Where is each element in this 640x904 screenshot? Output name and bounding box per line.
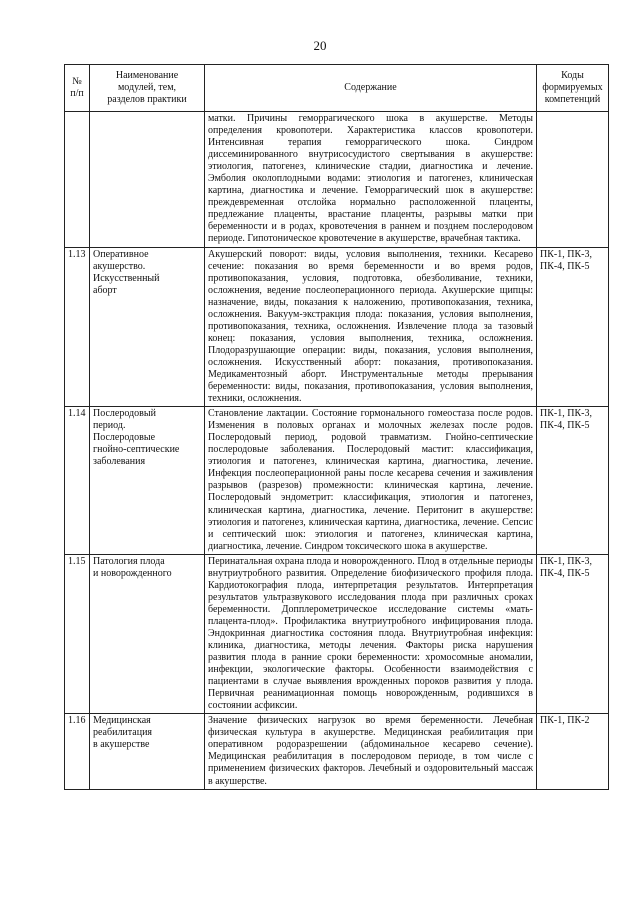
header-name: Наименование модулей, тем, разделов практики [90, 65, 205, 112]
row-num: 1.13 [65, 247, 90, 407]
row-name: Медицинская реабилитация в акушерстве [90, 714, 205, 789]
row-name [90, 112, 205, 248]
row-content: Перинатальная охрана плода и новорожденного. Плод в отдельные периоды внутриутробного развития. Определение биофизического профиля плода. Кардиотокография плода, интерпретация результатов. Интерпретация результатов ультразвукового исследования плода при различных сроках беременности. Допплерометрическое исследование системы «мать-плацента-плод». Профилактика внутриутробного инфицирования плода. Эндокринная диагностика состояния плода. Внутриутробная инфекция: клиника, диагностика, методы лечения. Факторы риска нарушения развития плода в ранние сроки беременности: хромосомные аномалии, инфекции, экологические факторы. Особенности взаимодействия с пациентами в случае выявления врожденных пороков развития у плода. Первичная реанимационная помощь новорожденным, родившихся в состоянии асфиксии. [205, 554, 537, 714]
row-codes: ПК-1, ПК-3, ПК-4, ПК-5 [537, 554, 609, 714]
row-num [65, 112, 90, 248]
row-content: Значение физических нагрузок во время беременности. Лечебная физическая культура в акушерстве. Медицинская реабилитация при оперативном родоразрешении (абдоминальное кесарево сечение). Медицинская реабилитация в послеродовом периоде, в том числе с применением физических факторов. Лечебный и оздоровительный массаж в акушерстве. [205, 714, 537, 789]
table-row [65, 247, 609, 407]
row-codes: ПК-1, ПК-3, ПК-4, ПК-5 [537, 407, 609, 555]
row-codes: ПК-1, ПК-3, ПК-4, ПК-5 [537, 247, 609, 407]
header-num: № п/п [65, 65, 90, 112]
table-header [65, 65, 609, 112]
header-content: Содержание [205, 65, 537, 112]
row-name: Оперативное акушерство. Искусственный аборт [90, 247, 205, 407]
curriculum-table [64, 64, 609, 790]
row-name: Послеродовый период. Послеродовые гнойно-септические заболевания [90, 407, 205, 555]
table-row [65, 112, 609, 248]
row-content: матки. Причины геморрагического шока в акушерстве. Методы определения кровопотери. Характеристика классов кровопотери. Интенсивная терапия геморрагического шока. Синдром диссеминированного внутрисосудистого свертывания в акушерстве: этиология, патогенез, клинические стадии, диагностика и лечение. Эмболия околоплодными водами: этиология и патогенез, клиническая картина, диагностика и лечение. Геморрагический шок в акушерстве: преждевременная отслойка нормально расположенной плаценты, предлежание плаценты, врастание плаценты, разрывы матки при беременности и в родах, кровотечения в раннем и позднем послеродовом периоде. Гипотоническое кровотечение в акушерстве, врачебная тактика. [205, 112, 537, 248]
table-row [65, 554, 609, 714]
row-codes [537, 112, 609, 248]
table-row [65, 407, 609, 555]
row-name: Патология плода и новорожденного [90, 554, 205, 714]
page-number: 20 [313, 38, 327, 53]
row-content: Акушерский поворот: виды, условия выполнения, техники. Кесарево сечение: показания во время беременности и во время родов, противопоказания, условия, подготовка, обезболивание, техники, осложнения, ведение послеоперационного периода. Акушерские щипцы: назначение, виды, показания к наложению, противопоказания, техника, осложнения. Вакуум-экстракция плода: показания, условия выполнения, противопоказания, техника, осложнения. Извлечение плода за тазовый конец: показания, условия выполнения, техника, осложнения. Плодоразрушающие операции: виды, показания, условия выполнения, осложнения. Искусственный аборт: показания, противопоказания. Медикаментозный аборт. Инструментальные методы прерывания беременности: виды, показания, противопоказания, условия выполнения, техники, осложнения. [205, 247, 537, 407]
row-num: 1.15 [65, 554, 90, 714]
row-num: 1.14 [65, 407, 90, 555]
header-codes: Коды формируемых компетенций [537, 65, 609, 112]
row-codes: ПК-1, ПК-2 [537, 714, 609, 789]
table-row [65, 714, 609, 789]
row-num: 1.16 [65, 714, 90, 789]
row-content: Становление лактации. Состояние гормонального гомеостаза после родов. Изменения в половых органах и молочных железах после родов. Послеродовый период, родовой травматизм. Гнойно-септические послеродовые заболевания. Послеродовый мастит: классификация, этиология и патогенез, клиническая картина, диагностика, лечение. Инфекция послеоперационной раны после кесарева сечения и заживления разрывов (разрезов) промежности: клиническая картина, лечение. Послеродовый эндометрит: классификация, этиология и патогенез, клиническая картина, диагностика, лечение. Перитонит в акушерстве: этиология и патогенез, клиническая картина, диагностика, лечение. Сепсис и септический шок: этиология и патогенез, клиническая картина, диагностика, лечение. Синдром токсического шока в акушерстве. [205, 407, 537, 555]
